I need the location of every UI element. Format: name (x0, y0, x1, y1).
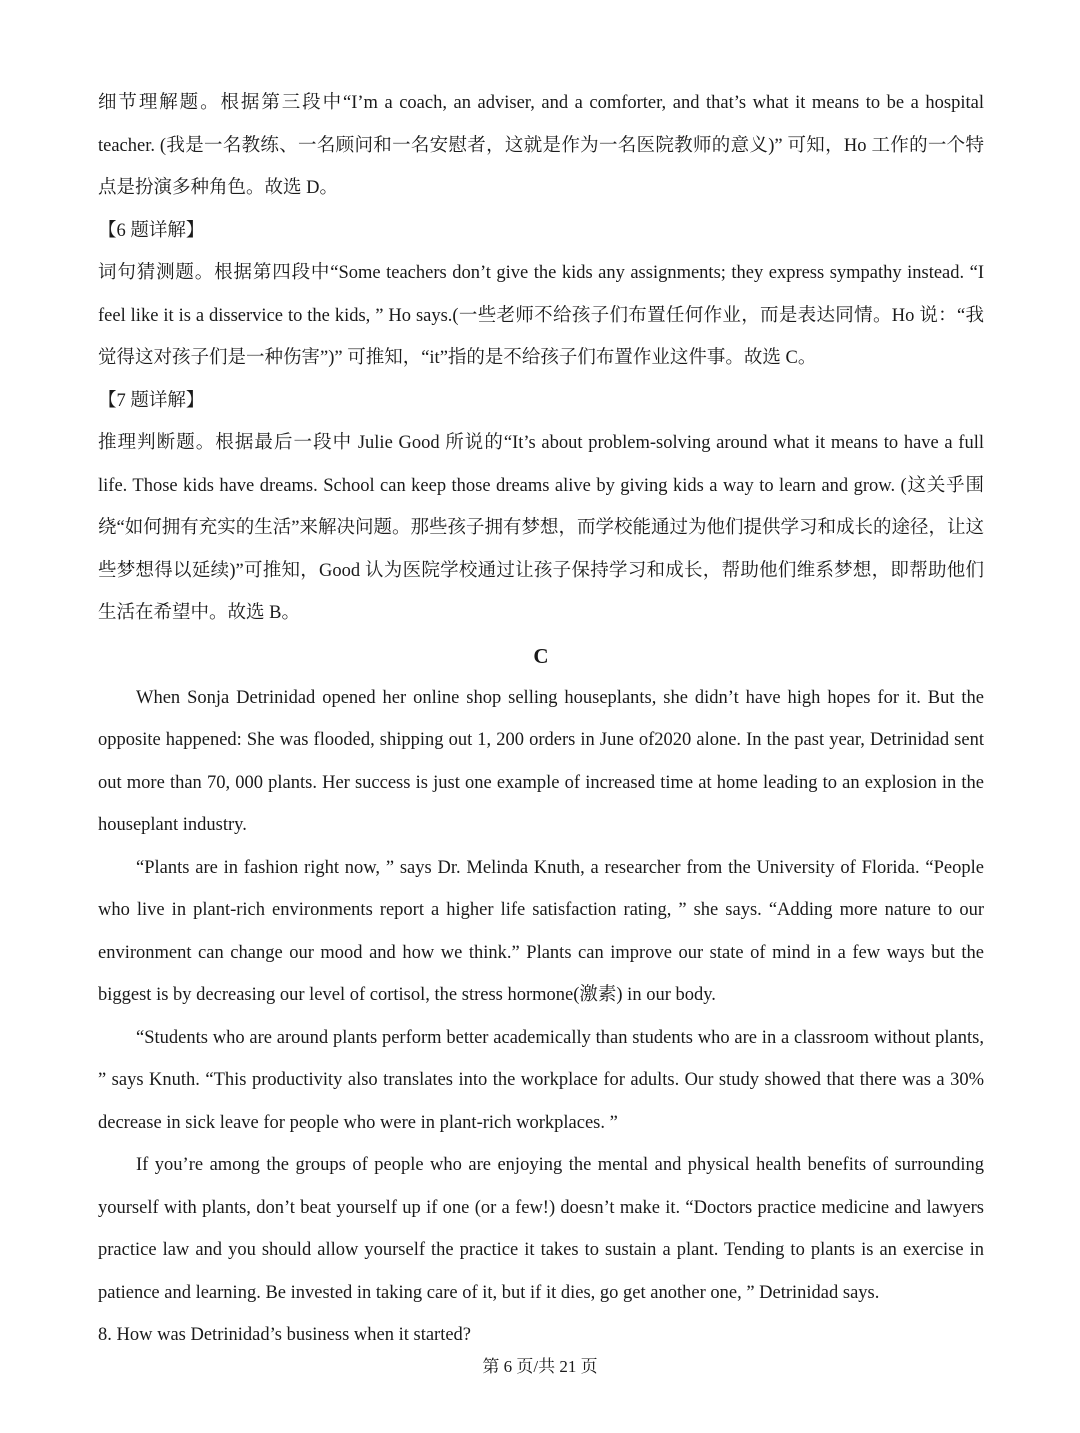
explanation-6: 词句猜测题。根据第四段中“Some teachers don’t give the kids any assignments; they express sympathy instead. “I feel like it is a disservice to the kids, ” Ho says.(一些老师不给孩子们布置任何作业，而是表达同情。Ho 说：“我觉得这对孩子们是一种伤害”)” 可推知，“it”指的是不给孩子们布置作业这件事。故选 C。 (98, 263, 984, 368)
explanation-7: 推理判断题。根据最后一段中 Julie Good 所说的“It’s about problem-solving around what it means to have a full life. Those kids have dreams. School can keep those dreams alive by giving kids a way to learn and grow. (这关乎围绕“如何拥有充实的生活”来解决问题。那些孩子拥有梦想，而学校能通过为他们提供学习和成长的途径，让这些梦想得以延续)”可推知，Good 认为医院学校通过让孩子保持学习和成长，帮助他们维系梦想，即帮助他们生活在希望中。故选 B。 (98, 433, 984, 623)
page-footer: 第 6 页/共 21 页 (482, 1357, 598, 1376)
heading-question-7: 【7 题详解】 (98, 390, 205, 411)
passage-paragraph-2: “Plants are in fashion right now, ” says Dr. Melinda Knuth, a researcher from the University of Florida. “People who live in plant-rich environments report a higher life satisfaction rating, ” she says. “Adding more nature to our environment can change our mood and how we think.” Plants can improve our state of mind in a few ways but the biggest is by decreasing our level of cortisol, the stress hormone(激素) in our body. (98, 857, 984, 1005)
section-title: C (533, 643, 549, 668)
passage-paragraph-3: “Students who are around plants perform better academically than students who are in a classroom without plants, ” says Knuth. “This productivity also translates into the workplace for adults. Our study showed that there was a 30% decrease in sick leave for people who were in plant-rich workplaces. ” (98, 1027, 984, 1133)
heading-question-6: 【6 题详解】 (98, 220, 205, 241)
passage-paragraph-1: When Sonja Detrinidad opened her online shop selling houseplants, she didn’t have high hopes for it. But the opposite happened: She was flooded, shipping out 1, 200 orders in June of2020 alone. In the past year, Detrinidad sent out more than 70, 000 plants. Her success is just one example of increased time at home leading to an explosion in the houseplant industry. (98, 687, 984, 835)
passage-paragraph-4: If you’re among the groups of people who are enjoying the mental and physical health benefits of surrounding yourself with plants, don’t beat yourself up if one (or a few!) doesn’t make it. “Doctors practice medicine and lawyers practice law and you should allow yourself the practice it takes to sustain a plant. Tending to plants is an exercise in patience and learning. Be invested in taking care of it, but if it dies, go get another one, ” Detrinidad says. (98, 1155, 984, 1303)
question-8: 8. How was Detrinidad’s business when it started? (98, 1325, 472, 1345)
explanation-5: 细节理解题。根据第三段中“I’m a coach, an adviser, and a comforter, and that’s what it means to be a hospital teacher. (我是一名教练、一名顾问和一名安慰者，这就是作为一名医院教师的意义)” 可知，Ho 工作的一个特点是扮演多种角色。故选 D。 (98, 93, 984, 198)
